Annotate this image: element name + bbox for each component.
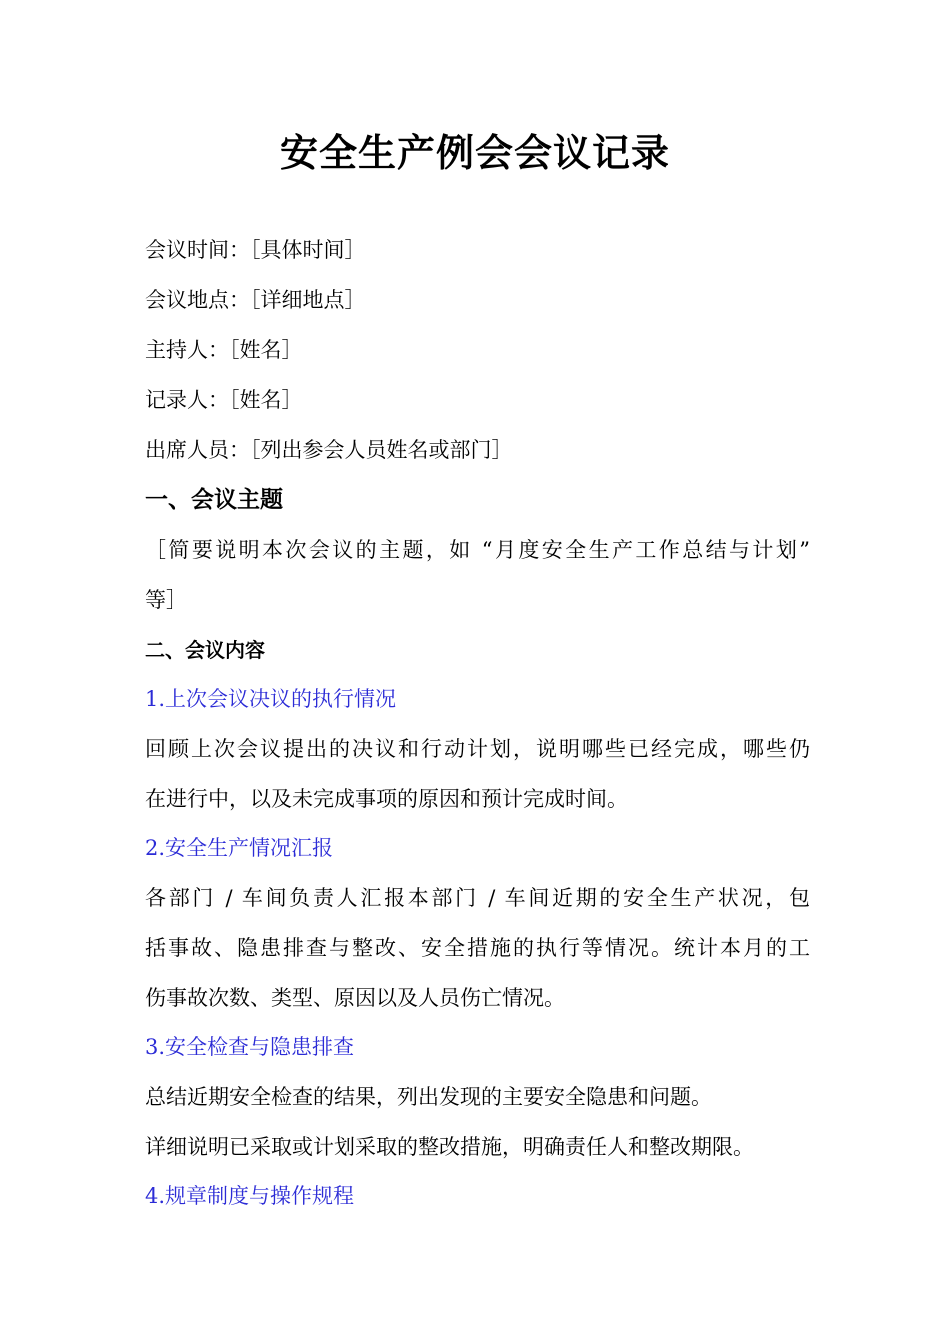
item-2-line-2: 括事故、隐患排查与整改、安全措施的执行等情况。统计本月的工 <box>145 936 810 960</box>
section-1-heading: 一、会议主题 <box>145 487 283 513</box>
item-4-title: 4.规章制度与操作规程 <box>145 1184 355 1208</box>
item-2-title: 2.安全生产情况汇报 <box>145 836 334 860</box>
item-2-line-3: 伤事故次数、类型、原因以及人员伤亡情况。 <box>145 986 565 1010</box>
item-2-line-1: 各部门 / 车间负责人汇报本部门 / 车间近期的安全生产状况，包 <box>145 886 810 910</box>
section-2-heading: 二、会议内容 <box>145 638 265 662</box>
meeting-attendees: 出席人员：［列出参会人员姓名或部门］ <box>145 438 513 462</box>
item-1-title: 1.上次会议决议的执行情况 <box>145 687 397 711</box>
item-3-line-1: 总结近期安全检查的结果，列出发现的主要安全隐患和问题。 <box>145 1085 712 1109</box>
meeting-time: 会议时间：［具体时间］ <box>145 238 366 262</box>
item-1-line-1: 回顾上次会议提出的决议和行动计划，说明哪些已经完成，哪些仍 <box>145 737 810 761</box>
item-1-line-2: 在进行中，以及未完成事项的原因和预计完成时间。 <box>145 787 628 811</box>
section-1-body-line-1: ［简要说明本次会议的主题，如 “月度安全生产工作总结与计划” <box>145 538 810 562</box>
meeting-recorder: 记录人：［姓名］ <box>145 388 303 412</box>
item-3-title: 3.安全检查与隐患排查 <box>145 1035 355 1059</box>
item-3-line-2: 详细说明已采取或计划采取的整改措施，明确责任人和整改期限。 <box>145 1135 754 1159</box>
page-title: 安全生产例会会议记录 <box>279 130 670 175</box>
meeting-place: 会议地点：［详细地点］ <box>145 288 366 312</box>
section-1-body-line-2: 等］ <box>145 588 187 612</box>
meeting-host: 主持人：［姓名］ <box>145 338 303 362</box>
